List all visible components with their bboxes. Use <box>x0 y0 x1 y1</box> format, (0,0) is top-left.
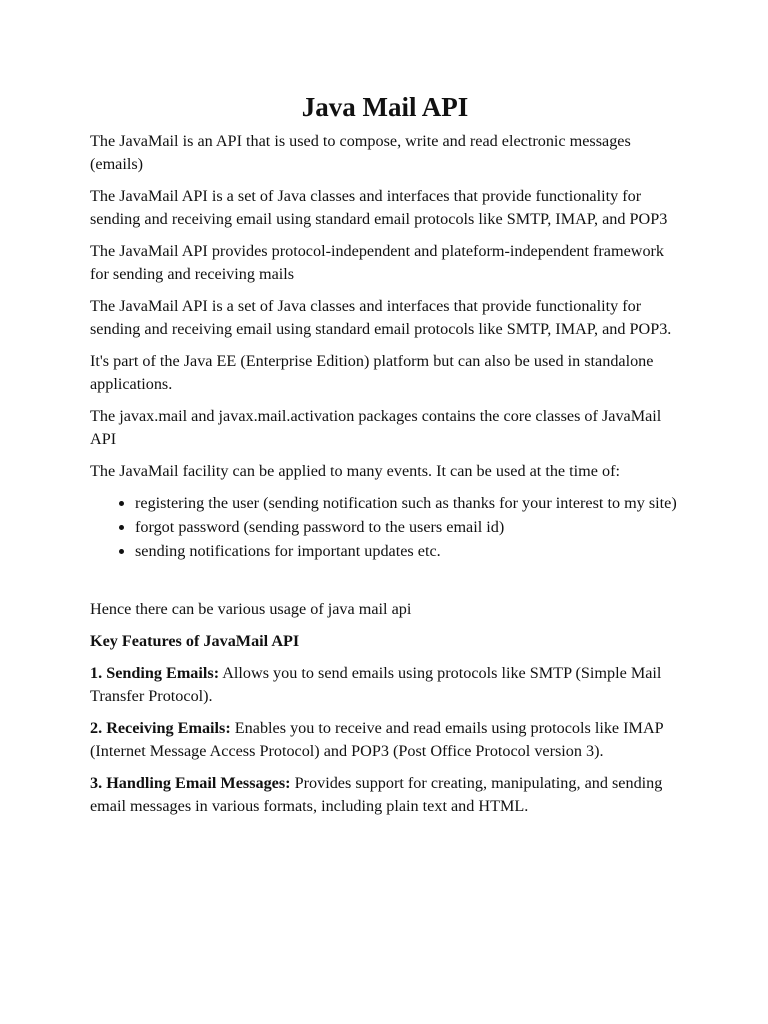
paragraph-intro: The JavaMail is an API that is used to compose, write and read electronic messages (emails) <box>90 132 631 173</box>
feature-handling-messages <box>90 772 680 818</box>
feature-description: Allows you to send emails using protocols like SMTP (Simple Mail Transfer Protocol). <box>90 664 662 705</box>
usage-summary: Hence there can be various usage of java mail api <box>90 600 412 618</box>
paragraph-protocol-independent: The JavaMail API provides protocol-independent and plateform-independent framework for sending and receiving mails <box>90 242 665 283</box>
feature-description: Provides support for creating, manipulating, and sending email messages in various formats, including plain text and HTML. <box>90 774 663 815</box>
paragraph-events: The JavaMail facility can be applied to many events. It can be used at the time of: <box>90 462 620 480</box>
paragraph-classes-interfaces-repeat: The JavaMail API is a set of Java classes and interfaces that provide functionality for sending and receiving email using standard email protocols like SMTP, IMAP, and POP3. <box>90 297 672 338</box>
feature-description: Enables you to receive and read emails using protocols like IMAP (Internet Message Access Protocol) and POP3 (Post Office Protocol version 3). <box>90 719 664 760</box>
document-title: Java Mail API <box>301 92 469 122</box>
feature-label: 3. Handling Email Messages: <box>90 774 291 792</box>
feature-receiving-emails <box>90 717 680 763</box>
list-item: • forgot password (sending password to the users email id) <box>135 516 680 539</box>
feature-label: 2. Receiving Emails: <box>90 719 231 737</box>
paragraph-java-ee: It's part of the Java EE (Enterprise Edition) platform but can also be used in standalone applications. <box>90 352 654 393</box>
list-item: • sending notifications for important updates etc. <box>135 540 680 563</box>
paragraph-packages: The javax.mail and javax.mail.activation packages contains the core classes of JavaMail API <box>90 407 662 448</box>
feature-sending-emails <box>90 662 680 708</box>
list-item: • registering the user (sending notification such as thanks for your interest to my site) <box>135 492 680 515</box>
feature-label: 1. Sending Emails: <box>90 664 220 682</box>
document-page <box>90 90 680 827</box>
uses-list <box>90 492 680 563</box>
features-heading: Key Features of JavaMail API <box>90 632 300 650</box>
paragraph-classes-interfaces: The JavaMail API is a set of Java classes and interfaces that provide functionality for sending and receiving email using standard email protocols like SMTP, IMAP, and POP3 <box>90 187 668 228</box>
